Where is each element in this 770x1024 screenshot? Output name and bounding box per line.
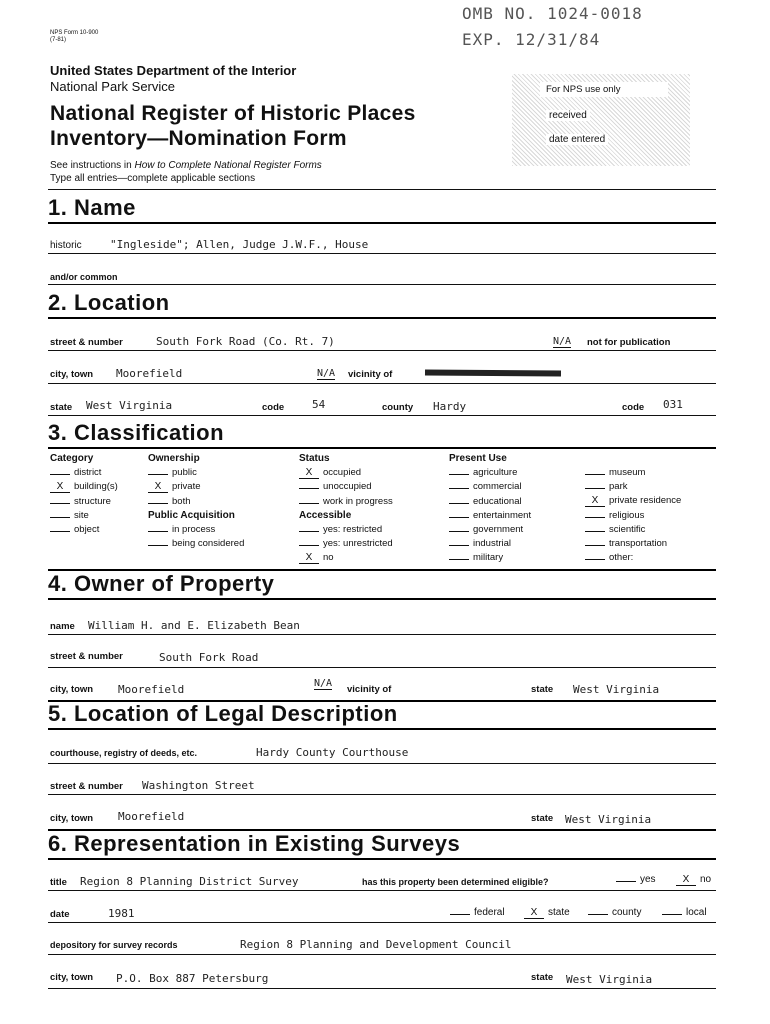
acquisition-option[interactable]: being considered <box>148 537 244 551</box>
owner-state-label: state <box>531 684 554 695</box>
legal-city-label: city, town <box>50 813 94 824</box>
present-use-option[interactable]: commercial <box>449 480 531 494</box>
category-column <box>50 452 118 537</box>
county-label: county <box>382 402 414 413</box>
owner-name-label: name <box>50 621 75 632</box>
form-title-line1: National Register of Historic Places <box>50 102 416 125</box>
city-town-field[interactable]: Moorefield <box>116 367 183 380</box>
county-code-field[interactable]: 031 <box>663 398 683 411</box>
present-use-option[interactable]: entertainment <box>449 509 531 523</box>
survey-title-field[interactable]: Region 8 Planning District Survey <box>80 875 299 888</box>
department-name: United States Department of the Interior <box>50 63 297 78</box>
state-code-field[interactable]: 54 <box>312 398 326 411</box>
legal-street-label: street & number <box>50 781 123 792</box>
present-use-option[interactable]: scientific <box>585 523 681 537</box>
redaction-strike <box>425 370 561 377</box>
owner-city-label: city, town <box>50 684 94 695</box>
accessible-option[interactable]: yes: unrestricted <box>299 537 393 551</box>
omb-number: OMB NO. 1024-0018 <box>462 4 643 23</box>
courthouse-label: courthouse, registry of deeds, etc. <box>50 748 198 758</box>
city-town-label: city, town <box>50 369 94 380</box>
instructions-line1: See instructions in How to Complete National Register Forms <box>50 160 322 171</box>
owner-street-label: street & number <box>50 651 123 662</box>
courthouse-field[interactable]: Hardy County Courthouse <box>256 746 409 759</box>
present-use-option[interactable]: other: <box>585 551 681 565</box>
survey-date-field[interactable]: 1981 <box>108 907 135 920</box>
category-option[interactable]: district <box>50 466 118 480</box>
owner-state-field[interactable]: West Virginia <box>573 683 660 696</box>
legal-state-field[interactable]: West Virginia <box>565 813 652 826</box>
present-use-column-a <box>449 452 531 566</box>
state-field[interactable]: West Virginia <box>86 399 173 412</box>
status-option[interactable]: unoccupied <box>299 480 393 494</box>
owner-vicinity-mark[interactable]: N/A <box>314 678 333 689</box>
ownership-option[interactable]: X private <box>148 480 244 494</box>
survey-title-label: title <box>50 877 67 888</box>
county-field[interactable]: Hardy <box>433 400 467 413</box>
present-use-option[interactable]: religious <box>585 509 681 523</box>
owner-name-field[interactable]: William H. and E. Elizabeth Bean <box>88 619 300 632</box>
survey-state-option[interactable]: X state <box>524 907 570 919</box>
present-use-option[interactable]: X private residence <box>585 494 681 508</box>
ownership-column <box>148 452 244 551</box>
section-3-heading: 3. Classification <box>48 420 225 445</box>
street-number-label: street & number <box>50 337 123 348</box>
depository-field[interactable]: Region 8 Planning and Development Council <box>240 938 512 951</box>
historic-label: historic <box>50 240 82 251</box>
eligible-no-option[interactable]: X no <box>676 874 711 886</box>
eligible-yes-option[interactable]: yes <box>616 874 656 885</box>
survey-federal-option[interactable]: federal <box>450 907 505 918</box>
ownership-heading: Ownership <box>148 453 200 464</box>
survey-state-field[interactable]: West Virginia <box>566 973 653 986</box>
survey-city-label: city, town <box>50 972 94 983</box>
acquisition-option[interactable]: in process <box>148 523 244 537</box>
present-use-option[interactable]: transportation <box>585 537 681 551</box>
legal-city-field[interactable]: Moorefield <box>118 810 185 823</box>
survey-county-option[interactable]: county <box>588 907 641 918</box>
historic-name-field[interactable]: "Ingleside"; Allen, Judge J.W.F., House <box>110 238 369 251</box>
owner-street-field[interactable]: South Fork Road <box>159 651 259 664</box>
expiration-date: EXP. 12/31/84 <box>462 30 601 49</box>
not-for-publication-mark[interactable]: N/A <box>553 336 572 347</box>
nps-use-label: For NPS use only <box>540 82 668 97</box>
public-acquisition-heading: Public Acquisition <box>148 509 235 521</box>
not-for-publication-label: not for publication <box>587 337 671 348</box>
accessible-option[interactable]: yes: restricted <box>299 523 393 537</box>
category-option[interactable]: object <box>50 523 118 537</box>
owner-vicinity-label: vicinity of <box>347 684 392 695</box>
vicinity-label: vicinity of <box>348 369 393 380</box>
street-number-field[interactable]: South Fork Road (Co. Rt. 7) <box>156 335 335 348</box>
received-label: received <box>546 110 590 121</box>
present-use-option[interactable]: industrial <box>449 537 531 551</box>
form-revision: (7-81) <box>50 37 67 43</box>
form-title-line2: Inventory—Nomination Form <box>50 127 347 150</box>
category-option[interactable]: site <box>50 509 118 523</box>
state-code-label: code <box>262 402 285 413</box>
section-2-heading: 2. Location <box>48 290 170 315</box>
county-code-label: code <box>622 402 645 413</box>
eligibility-question: has this property been determined eligible? <box>362 877 549 887</box>
section-1-heading: 1. Name <box>48 195 136 220</box>
present-use-heading: Present Use <box>449 453 507 464</box>
category-option[interactable]: structure <box>50 495 118 509</box>
survey-local-option[interactable]: local <box>662 907 707 918</box>
ownership-option[interactable]: both <box>148 495 244 509</box>
present-use-option[interactable]: agriculture <box>449 466 531 480</box>
accessible-heading: Accessible <box>299 509 352 521</box>
category-heading: Category <box>50 453 94 464</box>
status-option[interactable]: work in progress <box>299 495 393 509</box>
survey-state-label: state <box>531 972 554 983</box>
form-id: NPS Form 10-900 <box>50 30 99 36</box>
present-use-option[interactable]: museum <box>585 466 681 480</box>
status-option[interactable]: X occupied <box>299 466 393 480</box>
section-4-heading: 4. Owner of Property <box>48 571 275 596</box>
legal-state-label: state <box>531 813 554 824</box>
depository-label: depository for survey records <box>50 940 178 950</box>
section-5-heading: 5. Location of Legal Description <box>48 701 398 726</box>
status-heading: Status <box>299 453 330 464</box>
owner-city-field[interactable]: Moorefield <box>118 683 185 696</box>
service-name: National Park Service <box>50 79 175 94</box>
ownership-option[interactable]: public <box>148 466 244 480</box>
survey-city-field[interactable]: P.O. Box 887 Petersburg <box>116 972 269 985</box>
category-option[interactable]: X building(s) <box>50 480 118 494</box>
survey-date-label: date <box>50 909 70 920</box>
status-column <box>299 452 393 566</box>
common-name-label: and/or common <box>50 272 118 282</box>
present-use-option[interactable]: government <box>449 523 531 537</box>
present-use-option[interactable]: educational <box>449 495 531 509</box>
state-label: state <box>50 402 73 413</box>
section-6-heading: 6. Representation in Existing Surveys <box>48 831 461 856</box>
present-use-option[interactable]: military <box>449 551 531 565</box>
legal-street-field[interactable]: Washington Street <box>142 779 255 792</box>
accessible-option[interactable]: X no <box>299 551 393 565</box>
date-entered-label: date entered <box>546 134 608 145</box>
vicinity-mark[interactable]: N/A <box>317 368 336 379</box>
instructions-line2: Type all entries—complete applicable sections <box>50 173 256 184</box>
present-use-column-b <box>585 466 681 565</box>
present-use-option[interactable]: park <box>585 480 681 494</box>
